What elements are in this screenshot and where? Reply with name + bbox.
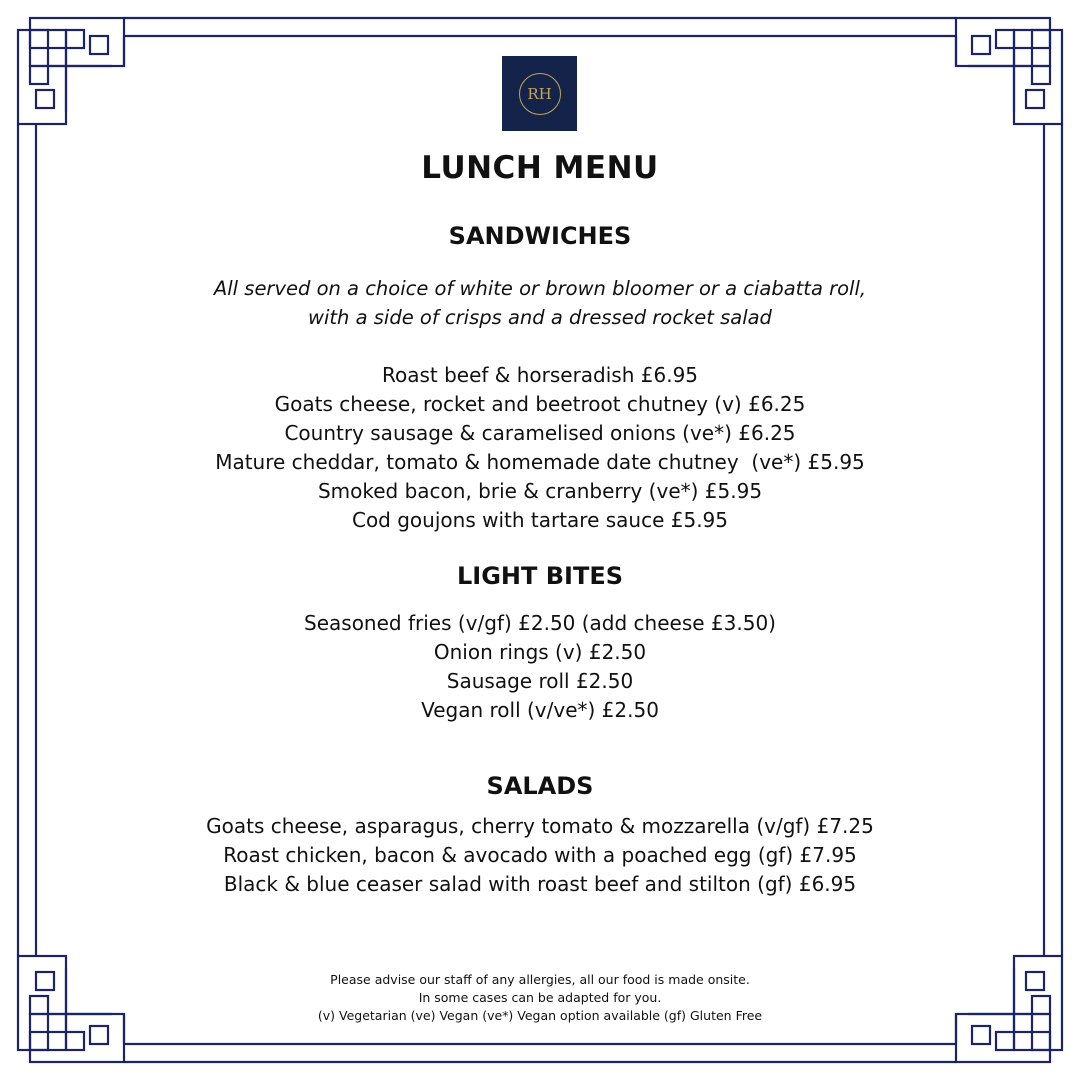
menu-item: Vegan roll (v/ve*) £2.50 — [421, 698, 659, 722]
menu-item: Roast beef & horseradish £6.95 — [381, 363, 699, 387]
allergy-footer — [0, 971, 1080, 1025]
description-line: All served on a choice of white or brown bloomer or a ciabatta roll, — [213, 277, 867, 300]
menu-item: Sausage roll £2.50 — [446, 669, 634, 693]
section-heading-sandwiches: SANDWICHES — [448, 222, 632, 250]
menu-item: Onion rings (v) £2.50 — [433, 640, 647, 664]
menu-item: Seasoned fries (v/gf) £2.50 (add cheese £3.50) — [304, 611, 776, 635]
menu-item: Cod goujons with tartare sauce £5.95 — [351, 508, 729, 532]
footer-line: In some cases can be adapted for you. — [418, 990, 662, 1005]
salads-list — [0, 812, 1080, 899]
section-heading-light-bites: LIGHT BITES — [456, 562, 623, 590]
menu-item: Smoked bacon, brie & cranberry (ve*) £5.95 — [317, 479, 763, 503]
light-bites-list — [0, 609, 1080, 725]
menu-item: Country sausage & caramelised onions (ve*) £6.25 — [284, 421, 796, 445]
page-title: LUNCH MENU — [421, 150, 659, 186]
description-line: with a side of crisps and a dressed rocket salad — [308, 306, 772, 329]
logo-monogram: RH — [519, 73, 561, 115]
restaurant-logo — [502, 56, 577, 131]
footer-line: (v) Vegetarian (ve) Vegan (ve*) Vegan option available (gf) Gluten Free — [317, 1008, 763, 1023]
section-heading-salads: SALADS — [486, 772, 594, 800]
sandwiches-description — [0, 274, 1080, 332]
sandwiches-list — [0, 361, 1080, 535]
menu-item: Roast chicken, bacon & avocado with a poached egg (gf) £7.95 — [223, 843, 857, 867]
menu-item: Goats cheese, asparagus, cherry tomato & mozzarella (v/gf) £7.25 — [206, 814, 874, 838]
menu-item: Mature cheddar, tomato & homemade date chutney (ve*) £5.95 — [215, 450, 865, 474]
footer-line: Please advise our staff of any allergies, all our food is made onsite. — [330, 972, 750, 987]
menu-item: Goats cheese, rocket and beetroot chutney (v) £6.25 — [274, 392, 806, 416]
menu-item: Black & blue ceaser salad with roast beef and stilton (gf) £6.95 — [223, 872, 857, 896]
